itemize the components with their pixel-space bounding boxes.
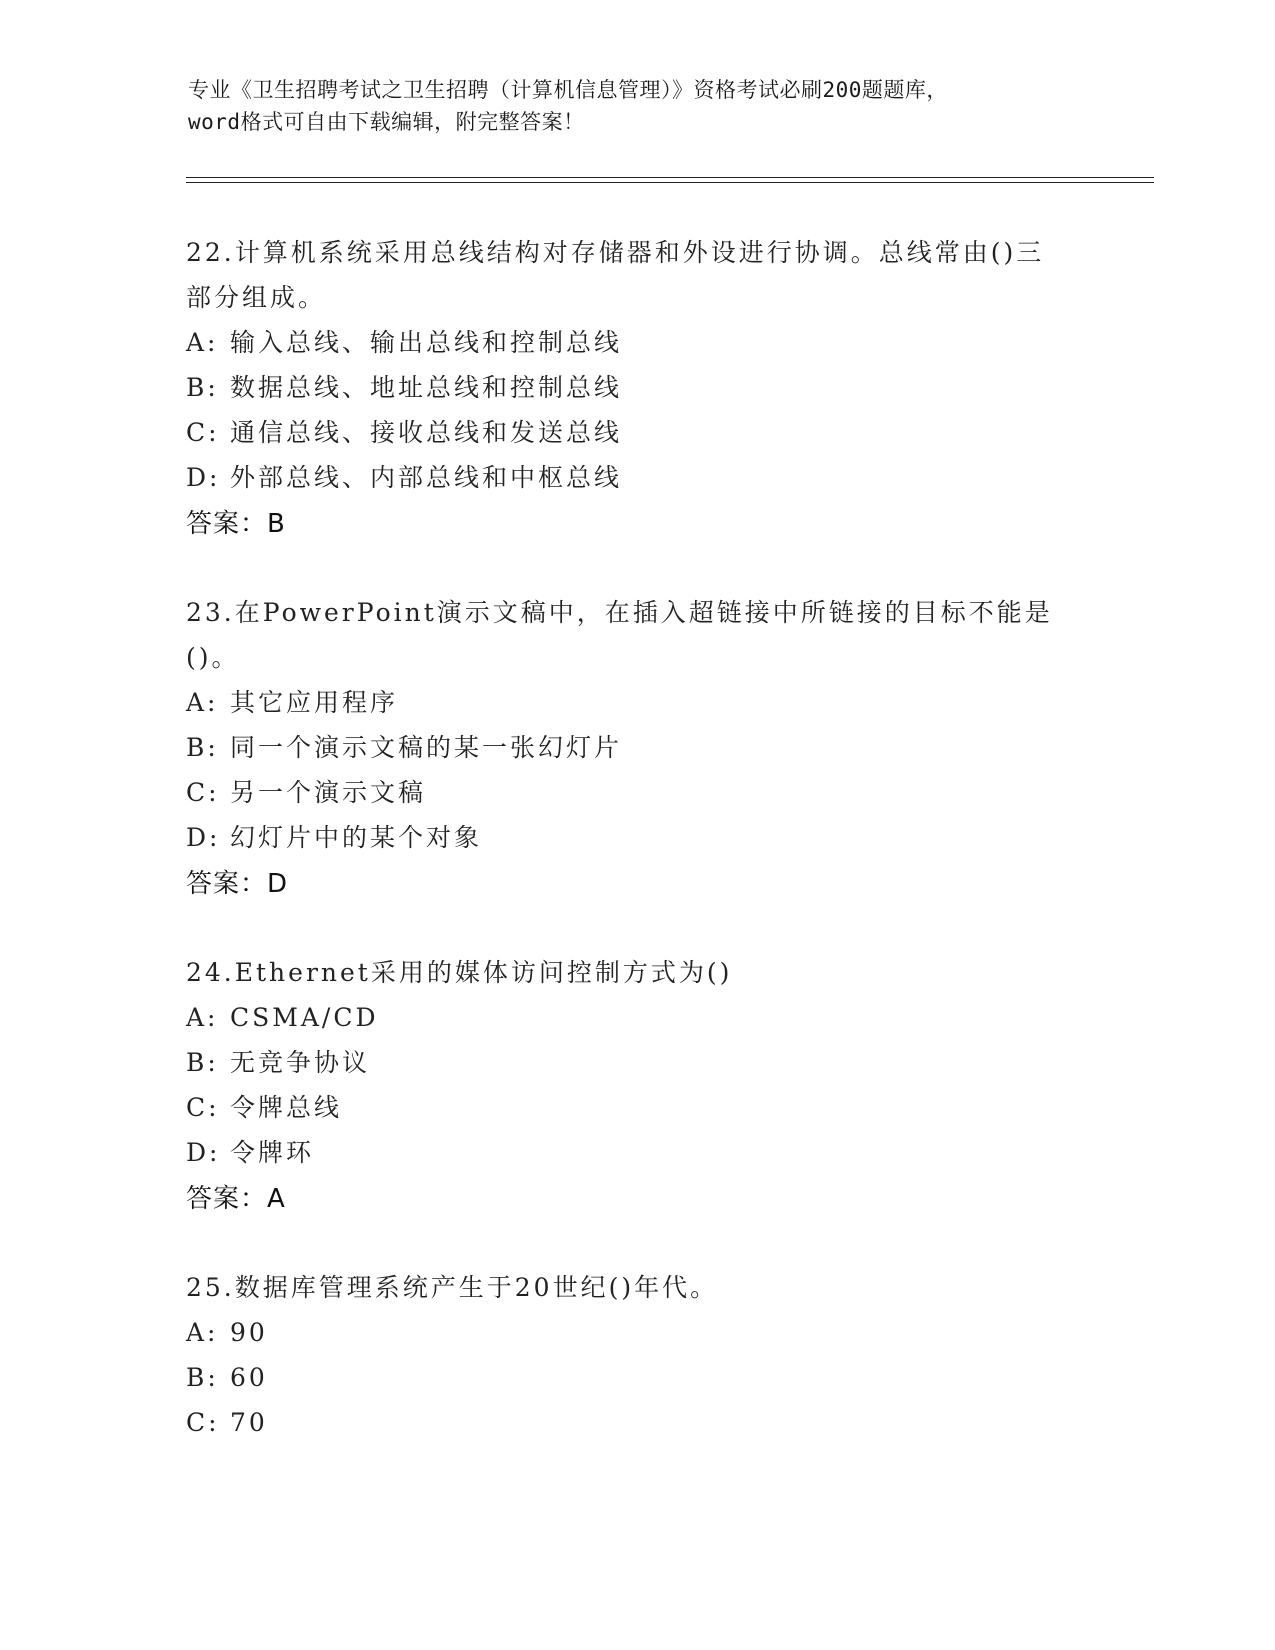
option-b — [186, 725, 1086, 770]
question-23 — [186, 590, 1086, 908]
answer-label: 答案：B — [186, 509, 286, 539]
option-c — [186, 410, 1086, 455]
question-22 — [186, 230, 1086, 548]
option-c — [186, 1085, 1086, 1130]
header-divider-bottom — [186, 182, 1154, 183]
option-letter: B: — [186, 733, 219, 762]
option-b — [186, 1040, 1086, 1085]
option-b — [186, 1355, 1086, 1400]
option-d — [186, 1130, 1086, 1175]
option-text: 70 — [230, 1408, 268, 1437]
option-text: 其它应用程序 — [230, 688, 399, 717]
option-letter: A: — [186, 1003, 219, 1032]
question-stem: 22.计算机系统采用总线结构对存储器和外设进行协调。总线常由()三部分组成。 — [186, 238, 1045, 312]
option-a — [186, 680, 1086, 725]
option-text: 幻灯片中的某个对象 — [230, 823, 483, 852]
option-text: 外部总线、内部总线和中枢总线 — [230, 463, 623, 492]
option-text: 无竞争协议 — [230, 1048, 371, 1077]
option-b — [186, 365, 1086, 410]
question-stem: 24.Ethernet采用的媒体访问控制方式为() — [186, 958, 733, 987]
option-letter: A: — [186, 1318, 219, 1347]
option-letter: B: — [186, 1363, 219, 1392]
option-letter: D: — [186, 463, 221, 492]
option-c — [186, 1400, 1086, 1445]
answer-label: 答案：A — [186, 1184, 286, 1214]
option-text: 90 — [230, 1318, 268, 1347]
option-text: 输入总线、输出总线和控制总线 — [230, 328, 623, 357]
question-25 — [186, 1265, 1086, 1445]
option-text: 同一个演示文稿的某一张幻灯片 — [230, 733, 623, 762]
header-divider-top — [186, 177, 1154, 178]
option-letter: C: — [186, 778, 220, 807]
option-letter: B: — [186, 373, 219, 402]
option-text: 令牌环 — [230, 1138, 315, 1167]
option-text: 令牌总线 — [230, 1093, 343, 1122]
option-a — [186, 995, 1086, 1040]
document-header — [188, 74, 1088, 138]
header-line-2: word格式可自由下载编辑，附完整答案！ — [188, 110, 585, 134]
question-24 — [186, 950, 1086, 1223]
option-text: CSMA/CD — [230, 1003, 379, 1032]
question-stem: 25.数据库管理系统产生于20世纪()年代。 — [186, 1273, 719, 1302]
option-letter: C: — [186, 1408, 220, 1437]
option-letter: A: — [186, 328, 219, 357]
answer-label: 答案：D — [186, 869, 289, 899]
option-text: 通信总线、接收总线和发送总线 — [230, 418, 623, 447]
option-letter: D: — [186, 823, 221, 852]
option-text: 数据总线、地址总线和控制总线 — [230, 373, 623, 402]
question-stem: 23.在PowerPoint演示文稿中，在插入超链接中所链接的目标不能是()。 — [186, 598, 1053, 672]
option-letter: C: — [186, 1093, 220, 1122]
option-c — [186, 770, 1086, 815]
option-a — [186, 320, 1086, 365]
header-line-1: 专业《卫生招聘考试之卫生招聘（计算机信息管理）》资格考试必刷200题题库， — [188, 78, 948, 102]
option-letter: D: — [186, 1138, 221, 1167]
option-letter: C: — [186, 418, 220, 447]
option-d — [186, 815, 1086, 860]
option-text: 60 — [230, 1363, 268, 1392]
option-letter: A: — [186, 688, 219, 717]
option-a — [186, 1310, 1086, 1355]
option-text: 另一个演示文稿 — [230, 778, 427, 807]
option-letter: B: — [186, 1048, 219, 1077]
option-d — [186, 455, 1086, 500]
